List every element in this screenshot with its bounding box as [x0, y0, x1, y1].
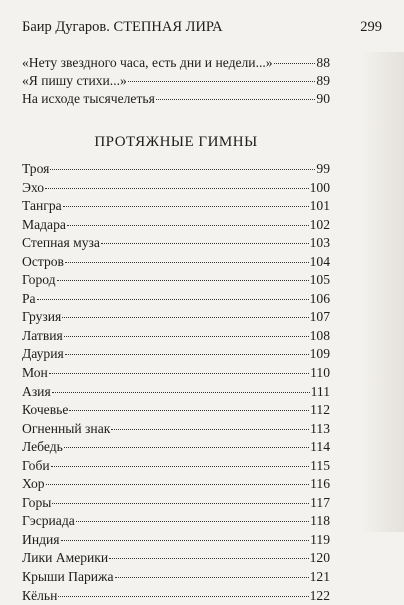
- toc-list-top: [22, 54, 330, 108]
- toc-entry[interactable]: [22, 327, 330, 346]
- toc-entry[interactable]: [22, 179, 330, 198]
- toc-entry-title: На исходе тысячелетья: [22, 91, 155, 107]
- leader-dots: [45, 188, 309, 189]
- toc-entry-page: 102: [309, 216, 330, 232]
- leader-dots: [37, 299, 309, 300]
- toc-entry[interactable]: [22, 54, 330, 72]
- toc-entry-title: Троя: [22, 161, 50, 176]
- toc-entry[interactable]: [22, 475, 330, 494]
- leader-dots: [156, 99, 316, 100]
- toc-entry[interactable]: [22, 383, 330, 402]
- toc-entry[interactable]: [22, 216, 330, 235]
- leader-dots: [69, 410, 309, 411]
- toc-entry-title: Даурия: [22, 346, 64, 362]
- toc-entry-page: 88: [316, 55, 330, 70]
- toc-entry[interactable]: [22, 197, 330, 216]
- leader-dots: [62, 317, 308, 318]
- toc-entry-title: Кочевье: [22, 402, 69, 418]
- leader-dots: [64, 336, 309, 337]
- toc-entry-title: Ра: [22, 290, 36, 306]
- toc-entry-page: 104: [309, 253, 330, 269]
- toc-entry-page: 105: [309, 272, 330, 288]
- toc-entry[interactable]: [22, 271, 330, 290]
- toc-entry-title: Гэсриада: [22, 513, 75, 529]
- leader-dots: [109, 558, 308, 559]
- toc-entry-page: 106: [309, 290, 330, 306]
- leader-dots: [58, 596, 308, 597]
- toc-entry[interactable]: [22, 531, 330, 550]
- toc-entry-title: Лебедь: [22, 439, 63, 455]
- toc-entry-title: Кёльн: [22, 587, 58, 603]
- leader-dots: [274, 63, 316, 64]
- page-number: 299: [360, 19, 382, 35]
- toc-entry[interactable]: [22, 290, 330, 309]
- toc-entry-page: 116: [310, 476, 330, 492]
- toc-entry[interactable]: [22, 457, 330, 476]
- toc-entry[interactable]: [22, 401, 330, 420]
- toc-entry[interactable]: [22, 234, 330, 253]
- toc-entry-page: 121: [309, 569, 330, 585]
- toc-entry[interactable]: [22, 549, 330, 568]
- toc-entry-title: Лики Америки: [22, 550, 109, 566]
- leader-dots: [46, 484, 310, 485]
- toc-entry-title: Азия: [22, 383, 51, 399]
- toc-entry-title: Латвия: [22, 327, 63, 343]
- toc-entry-page: 103: [309, 235, 330, 251]
- toc-entry-title: Мадара: [22, 216, 66, 232]
- toc-entry[interactable]: [22, 72, 330, 90]
- toc-entry-title: Горы: [22, 494, 52, 510]
- running-header: [22, 19, 382, 39]
- toc-entry-page: 122: [309, 587, 330, 603]
- toc-entry-page: 109: [309, 346, 330, 362]
- toc-entry[interactable]: [22, 308, 330, 327]
- leader-dots: [115, 577, 309, 578]
- toc-entry-title: Огненный знак: [22, 420, 111, 436]
- toc-entry-page: 112: [310, 402, 330, 418]
- toc-entry-page: 101: [309, 198, 330, 214]
- toc-entry-page: 90: [316, 91, 330, 107]
- toc-entry-title: Остров: [22, 253, 64, 269]
- running-title: Баир Дугаров. СТЕПНАЯ ЛИРА: [22, 19, 223, 35]
- toc-entry[interactable]: [22, 253, 330, 272]
- toc-entry[interactable]: [22, 438, 330, 457]
- toc-entry-title: Степная муза: [22, 235, 100, 251]
- leader-dots: [101, 243, 309, 244]
- toc-entry-title: «Я пишу стихи...»: [22, 73, 127, 89]
- toc-entry[interactable]: [22, 587, 330, 605]
- toc-entry-title: Гоби: [22, 457, 50, 473]
- toc-entry-page: 108: [309, 327, 330, 343]
- toc-entry-page: 115: [310, 457, 330, 473]
- toc-entry[interactable]: [22, 568, 330, 587]
- toc-entry-title: Эхо: [22, 179, 45, 195]
- leader-dots: [111, 429, 309, 430]
- toc-entry-title: Грузия: [22, 309, 62, 325]
- leader-dots: [128, 81, 316, 82]
- toc-entry[interactable]: [22, 494, 330, 513]
- toc-entry[interactable]: [22, 420, 330, 439]
- section-heading: ПРОТЯЖНЫЕ ГИМНЫ: [94, 134, 258, 150]
- toc-entry[interactable]: [22, 364, 330, 383]
- toc-entry-page: 119: [310, 531, 330, 547]
- toc-list-main: [22, 160, 330, 605]
- toc-entry-title: Тангра: [22, 198, 62, 214]
- leader-dots: [76, 521, 309, 522]
- toc-entry-page: 111: [310, 383, 330, 399]
- leader-dots: [64, 447, 309, 448]
- toc-entry-page: 113: [310, 420, 330, 436]
- leader-dots: [67, 225, 309, 226]
- leader-dots: [61, 540, 310, 541]
- toc-entry-page: 107: [309, 309, 330, 325]
- toc-entry-page: 117: [310, 494, 330, 510]
- leader-dots: [63, 206, 309, 207]
- toc-entry-page: 89: [316, 73, 330, 89]
- leader-dots: [51, 466, 309, 467]
- toc-entry-page: 118: [310, 513, 330, 529]
- toc-entry[interactable]: [22, 160, 330, 179]
- toc-entry-page: 100: [309, 179, 330, 195]
- toc-entry-page: 99: [316, 161, 330, 176]
- toc-entry[interactable]: [22, 90, 330, 108]
- leader-dots: [50, 169, 315, 170]
- toc-entry-title: Хор: [22, 476, 45, 492]
- show-through-shadow: [360, 52, 404, 532]
- leader-dots: [57, 280, 309, 281]
- toc-entry-title: Крыши Парижа: [22, 569, 114, 585]
- leader-dots: [52, 503, 309, 504]
- toc-entry-title: «Нету звездного часа, есть дни и недели...»: [22, 55, 273, 70]
- toc-entry-page: 114: [310, 439, 330, 455]
- toc-entry-title: Индия: [22, 531, 60, 547]
- leader-dots: [65, 262, 309, 263]
- toc-entry-title: Город: [22, 272, 56, 288]
- leader-dots: [65, 354, 309, 355]
- leader-dots: [49, 373, 309, 374]
- toc-entry[interactable]: [22, 345, 330, 364]
- toc-entry[interactable]: [22, 512, 330, 531]
- toc-entry-title: Мон: [22, 365, 48, 381]
- leader-dots: [52, 392, 310, 393]
- toc-entry-page: 110: [310, 365, 330, 381]
- toc-entry-page: 120: [309, 550, 330, 566]
